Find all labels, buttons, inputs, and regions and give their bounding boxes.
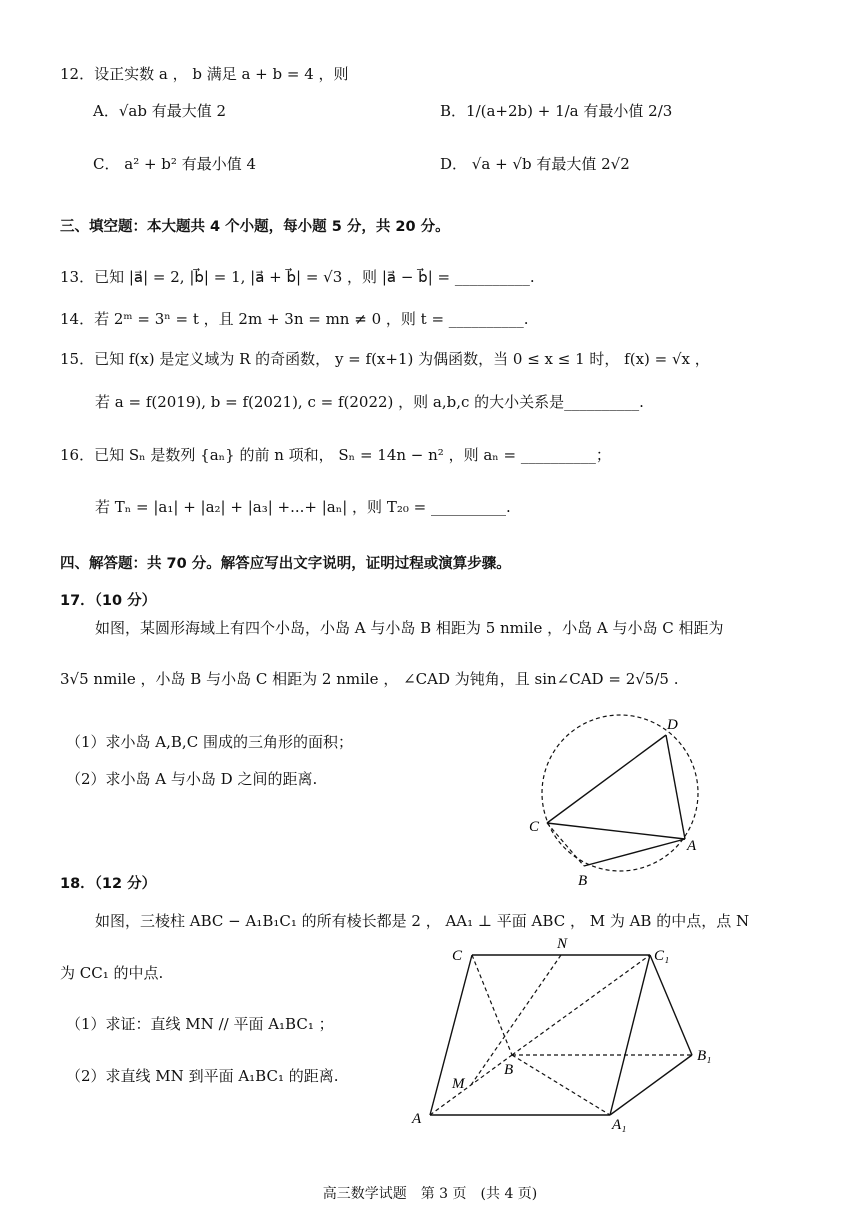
fig17-edge-da [666,735,685,839]
q17-line1: 如图，某圆形海域上有四个小岛，小岛 A 与小岛 B 相距为 5 nmile ，小岛 A 与小岛 C 相距为 [95,619,724,637]
q15-line2: 若 a = f(2019), b = f(2021), c = f(2022) ，则 a,b,c 的大小关系是__________. [95,393,644,411]
fig18-label-a: A [412,1111,422,1127]
fig18-label-n: N [557,936,568,952]
q17-header: 17．（10 分） [60,593,157,609]
q12-option-d: D． √a + √b 有最大值 2√2 [440,155,630,173]
q18-line1: 如图，三棱柱 ABC − A₁B₁C₁ 的所有棱长都是 2 ， AA₁ ⊥ 平面 ABC ， M 为 AB 的中点，点 N [95,912,750,930]
q18-part1: （1）求证：直线 MN // 平面 A₁BC₁ ； [66,1015,334,1033]
fig18-label-m: M [452,1076,465,1092]
fig18-edge-mn [471,955,561,1085]
q17-part2: （2）求小岛 A 与小岛 D 之间的距离. [66,770,318,788]
fig17-label-d: D [667,717,678,733]
figure-17-circle-diagram [520,705,720,895]
q15-line1: 15．已知 f(x) 是定义域为 R 的奇函数， y = f(x+1) 为偶函数，当 0 ≤ x ≤ 1 时， f(x) = √x ， [60,350,710,368]
q12-option-a: A．√ab 有最大值 2 [93,102,227,120]
q12-option-b: B．1/(a+2b) + 1/a 有最小值 2/3 [440,102,673,120]
q18-line2: 为 CC₁ 的中点. [60,964,164,982]
q13: 13．已知 |a⃗| = 2, |b⃗| = 1, |a⃗ + b⃗| = √3 ，则 |a⃗ − b⃗| = __________. [60,268,535,286]
fig17-circle [542,715,698,871]
section-4-heading: 四、解答题：共 70 分。解答应写出文字说明，证明过程或演算步骤。 [60,556,511,572]
q17-part1: （1）求小岛 A,B,C 围成的三角形的面积； [66,733,353,751]
fig17-edge-cb [547,823,584,866]
fig18-label-b: B [504,1062,514,1078]
fig18-edge-ca [430,955,472,1115]
fig18-label-a1: A₁ [612,1117,627,1133]
figure-18-prism-diagram [400,930,730,1135]
page-footer: 高三数学试题 第 3 页 (共 4 页) [322,1186,538,1202]
fig18-edge-c1b1 [650,955,692,1055]
q12-option-c: C． a² + b² 有最小值 4 [93,155,257,173]
fig17-edge-ca [547,823,685,839]
fig17-edge-ba [584,839,685,866]
fig17-label-b: B [578,873,588,889]
fig17-edge-cd [547,735,666,823]
q17-line2: 3√5 nmile ，小岛 B 与小岛 C 相距为 2 nmile ， ∠CAD 为钝角，且 sin∠CAD = 2√5/5 . [60,670,679,688]
q16-line1: 16．已知 Sₙ 是数列 {aₙ} 的前 n 项和， Sₙ = 14n − n² ，则 aₙ = __________； [60,446,611,464]
q18-header: 18．（12 分） [60,876,157,892]
fig18-label-c: C [452,948,463,964]
q16-line2: 若 Tₙ = |a₁| + |a₂| + |a₃| +...+ |aₙ| ，则 T₂₀ = __________. [95,498,511,516]
section-3-heading: 三、填空题：本大题共 4 个小题，每小题 5 分，共 20 分。 [60,219,450,235]
fig18-edge-cb [472,955,512,1055]
fig18-label-c1: C₁ [654,948,670,964]
fig17-label-c: C [529,819,540,835]
fig18-label-b1: B₁ [697,1048,712,1064]
q12-stem: 12．设正实数 a ， b 满足 a + b = 4 ，则 [60,65,349,83]
q14: 14．若 2ᵐ = 3ⁿ = t ，且 2m + 3n = mn ≠ 0 ，则 t = __________. [60,310,529,328]
fig17-label-a: A [687,838,697,854]
fig18-edge-ba1 [512,1055,610,1115]
q18-part2: （2）求直线 MN 到平面 A₁BC₁ 的距离. [66,1067,339,1085]
